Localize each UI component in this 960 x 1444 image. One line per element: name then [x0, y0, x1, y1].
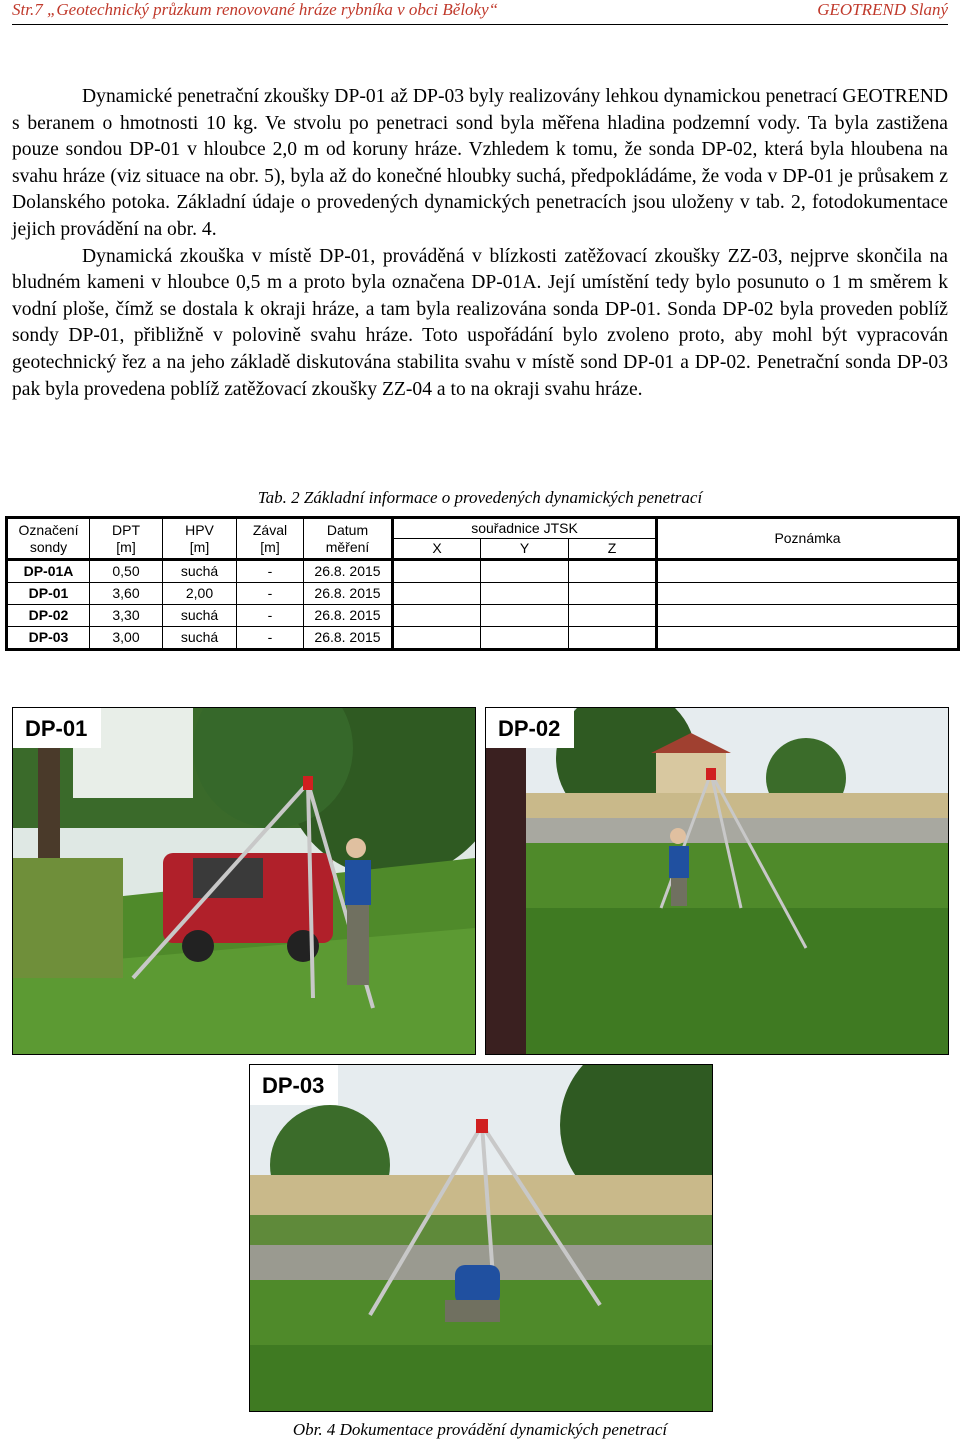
- cell-poznamka: [657, 605, 959, 627]
- photo-label-dp-01: DP-01: [13, 708, 101, 748]
- cell-zaval: -: [237, 583, 304, 605]
- cell-poznamka: [657, 560, 959, 583]
- cell-dpt: 0,50: [90, 560, 163, 583]
- table-row: [7, 605, 959, 627]
- cell-x: [393, 560, 481, 583]
- photo-dp-02-image: [486, 708, 948, 1054]
- header-zaval: Zával [m]: [237, 518, 304, 560]
- cell-y: [481, 605, 569, 627]
- cell-sonda: DP-03: [7, 627, 90, 650]
- cell-zaval: -: [237, 605, 304, 627]
- cell-sonda: DP-02: [7, 605, 90, 627]
- cell-sonda: DP-01A: [7, 560, 90, 583]
- cell-poznamka: [657, 583, 959, 605]
- cell-y: [481, 627, 569, 650]
- cell-hpv: 2,00: [163, 583, 237, 605]
- cell-zaval: -: [237, 627, 304, 650]
- table-row: [7, 583, 959, 605]
- header-x: X: [393, 539, 481, 560]
- paragraph-1: Dynamické penetrační zkoušky DP-01 až DP-03 byly realizovány lehkou dynamickou penetrací GEOTREND s beranem o hmotnosti 10 kg. Ve stvolu po penetraci sond byla měřena hladina podzemní vody. Ta byla zastižena pouze sondou DP-01 v hloubce 2,0 m od koruny hráze. Vzhledem k tomu, že sonda DP-02, která byla hloubena na svahu hráze (viz situace na obr. 5), byla až do konečné hloubky suchá, předpokládáme, že voda v DP-01 je průsakem z Dolanského potoka. Základní údaje o provedených dynamických penetracích jsou uloženy v tab. 2, fotodokumentace jejich provádění na obr. 4.: [12, 86, 948, 240]
- photo-dp-02: [485, 707, 949, 1055]
- photo-dp-03-image: [250, 1065, 712, 1411]
- header-oznaceni: Označení sondy: [7, 518, 90, 560]
- body-text: [12, 84, 948, 403]
- header-title: Str.7 „Geotechnický průzkum renovované hráze rybníka v obci Běloky“: [12, 0, 499, 19]
- page-header: [12, 0, 948, 25]
- header-poznamka: Poznámka: [657, 518, 959, 560]
- cell-z: [569, 560, 657, 583]
- photo-label-dp-03: DP-03: [250, 1065, 338, 1105]
- cell-hpv: suchá: [163, 560, 237, 583]
- paragraph-2: Dynamická zkouška v místě DP-01, prováděná v blízkosti zatěžovací zkoušky ZZ-03, nejprve skončila na bludném kameni v hloubce 0,5 m a proto byla označena DP-01A. Její umístění tedy bylo posunuto o 1 m směrem k vodní ploše, čímž se dostala k okraji hráze, a tam byla realizována sonda DP-01. Sonda DP-02 byla proveden poblíž sondy DP-01, přibližně v polovině svahu hráze. Toto uspořádání bylo zvoleno proto, aby mohl být vypracován geotechnický řez a na jeho základě diskutována stabilita svahu v místě sond DP-01 a DP-02. Penetrační sonda DP-03 pak byla provedena poblíž zatěžovací zkoušky ZZ-04 a to na okraji svahu hráze.: [12, 245, 948, 400]
- photo-dp-03: [249, 1064, 713, 1412]
- cell-y: [481, 583, 569, 605]
- cell-datum: 26.8. 2015: [304, 627, 393, 650]
- cell-sonda: DP-01: [7, 583, 90, 605]
- penetration-table: [5, 516, 960, 651]
- photo-label-dp-02: DP-02: [486, 708, 574, 748]
- cell-x: [393, 583, 481, 605]
- header-company: GEOTREND Slaný: [817, 0, 948, 19]
- cell-z: [569, 583, 657, 605]
- table-row: [7, 627, 959, 650]
- header-y: Y: [481, 539, 569, 560]
- cell-z: [569, 627, 657, 650]
- photo-dp-01-image: [13, 708, 475, 1054]
- header-dpt: DPT [m]: [90, 518, 163, 560]
- cell-x: [393, 605, 481, 627]
- cell-hpv: suchá: [163, 627, 237, 650]
- header-z: Z: [569, 539, 657, 560]
- cell-datum: 26.8. 2015: [304, 583, 393, 605]
- table-caption: Tab. 2 Základní informace o provedených dynamických penetrací: [257, 488, 703, 507]
- cell-dpt: 3,00: [90, 627, 163, 650]
- header-hpv: HPV [m]: [163, 518, 237, 560]
- cell-hpv: suchá: [163, 605, 237, 627]
- table-row: [7, 560, 959, 583]
- header-jtsk: souřadnice JTSK: [393, 518, 657, 539]
- figure-caption: Obr. 4 Dokumentace provádění dynamických penetrací: [292, 1420, 668, 1439]
- photo-dp-01: [12, 707, 476, 1055]
- cell-poznamka: [657, 627, 959, 650]
- cell-y: [481, 560, 569, 583]
- cell-datum: 26.8. 2015: [304, 605, 393, 627]
- cell-datum: 26.8. 2015: [304, 560, 393, 583]
- header-datum: Datum měření: [304, 518, 393, 560]
- cell-dpt: 3,30: [90, 605, 163, 627]
- cell-dpt: 3,60: [90, 583, 163, 605]
- cell-z: [569, 605, 657, 627]
- cell-x: [393, 627, 481, 650]
- cell-zaval: -: [237, 560, 304, 583]
